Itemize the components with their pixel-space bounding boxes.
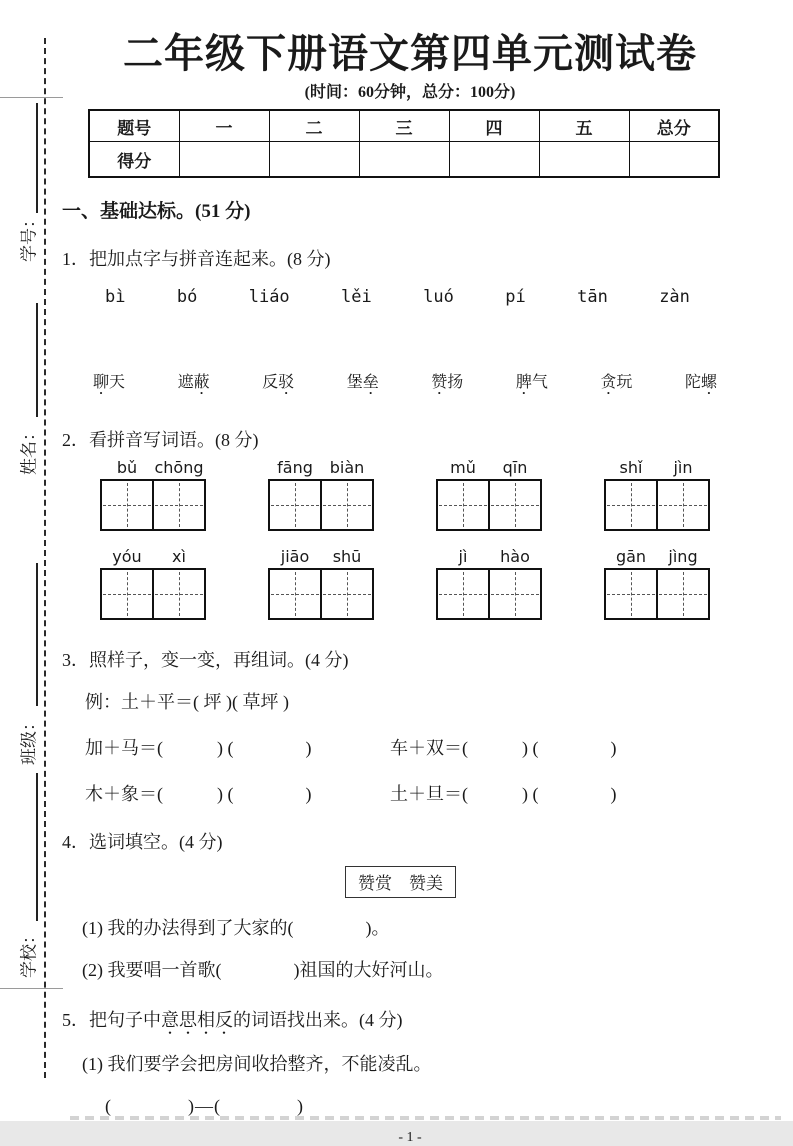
- grid-pinyin-pair: [269, 458, 373, 477]
- score-table-column-header: 四: [449, 110, 539, 142]
- pinyin-syllable: shǐ: [619, 458, 643, 477]
- score-blank-cell: [179, 142, 269, 178]
- tianzige-grid: [436, 479, 542, 531]
- question-2-heading: 2．看拼音写词语。(8 分): [62, 430, 259, 450]
- pinyin-syllable: zàn: [659, 287, 690, 307]
- section-1-heading: 一、基础达标。(51 分): [62, 201, 251, 222]
- student-id-label: 学号：: [19, 211, 39, 262]
- writing-grid-group: [604, 547, 710, 620]
- pinyin-syllable: hào: [500, 547, 530, 566]
- score-row-label: 得分: [89, 142, 179, 178]
- pinyin-syllable: bó: [176, 287, 198, 307]
- pinyin-syllable: fāng: [277, 458, 313, 477]
- dotted-word: [685, 369, 717, 392]
- grid-pinyin-pair: [101, 458, 205, 477]
- score-table-score-row: [89, 142, 719, 178]
- main-content: [60, 0, 760, 1146]
- writing-grid-group: [268, 547, 374, 620]
- tianzige-grid: [268, 568, 374, 620]
- tianzige-cell: [438, 481, 488, 529]
- school-label: 学校：: [19, 927, 39, 978]
- tianzige-grid: [604, 479, 710, 531]
- dotted-character: 相: [197, 1010, 215, 1030]
- grid-pinyin-pair: [101, 547, 205, 566]
- pinyin-syllable: shū: [332, 547, 362, 566]
- pinyin-syllable: jìn: [673, 458, 693, 477]
- character: 气: [531, 374, 548, 391]
- tianzige-grid: [100, 479, 206, 531]
- score-table-column-header: 总分: [629, 110, 719, 142]
- pinyin-syllable: luó: [423, 287, 454, 307]
- writing-grid-group: [436, 547, 542, 620]
- writing-grid-group: [436, 458, 542, 531]
- student-name-label: 姓名：: [19, 424, 39, 475]
- tianzige-cell: [438, 570, 488, 618]
- pinyin-syllable: bǔ: [116, 458, 138, 477]
- tianzige-cell: [320, 570, 372, 618]
- page-title: 二年级下册语文第四单元测试卷: [123, 31, 697, 76]
- question-4-word-bank: 赞赏 赞美: [345, 866, 456, 898]
- writing-grid-group: [604, 458, 710, 531]
- question-3-item: 木＋象＝( ) ( ): [85, 784, 312, 804]
- tianzige-cell: [656, 570, 708, 618]
- tianzige-grid: [100, 568, 206, 620]
- dotted-word: [600, 369, 632, 392]
- pinyin-syllable: liáo: [248, 287, 290, 307]
- character: 堡: [346, 374, 363, 391]
- dotted-character: 螺: [700, 374, 717, 391]
- tianzige-cell: [102, 570, 152, 618]
- dotted-character: 思: [179, 1010, 197, 1030]
- dotted-word: [431, 369, 463, 392]
- pinyin-syllable: yóu: [112, 547, 142, 566]
- pinyin-syllable: xì: [172, 547, 186, 566]
- question-4-item-2: (2) 我要唱一首歌( )祖国的大好河山。: [82, 960, 444, 980]
- school-write-line: [36, 773, 38, 921]
- tianzige-grid: [268, 479, 374, 531]
- dotted-character: 垒: [362, 374, 379, 391]
- question-3-item: 车＋双＝( ) ( ): [390, 738, 617, 758]
- writing-grid-row: [100, 547, 710, 620]
- character: 反: [262, 374, 279, 391]
- question-3-example: 例：土＋平＝( 坪 )( 草坪 ): [85, 692, 289, 712]
- dotted-character: 驳: [278, 374, 295, 391]
- heading-text: 的词语找出来。(4 分): [233, 1010, 403, 1030]
- score-table-column-header: 三: [359, 110, 449, 142]
- class-label: 班级：: [19, 714, 39, 765]
- question-5-item-1: (1) 我们要学会把房间收拾整齐，不能凌乱。: [82, 1054, 432, 1074]
- dotted-word: [262, 369, 294, 392]
- student-id-write-line: [36, 103, 38, 213]
- character: 扬: [447, 374, 464, 391]
- tianzige-cell: [270, 570, 320, 618]
- character: 天: [109, 374, 126, 391]
- score-table-column-header: 一: [179, 110, 269, 142]
- question-3-item: 土＋旦＝( ) ( ): [390, 784, 617, 804]
- question-3-item: 加＋马＝( ) ( ): [85, 738, 312, 758]
- grid-pinyin-pair: [437, 547, 541, 566]
- pinyin-syllable: bì: [105, 287, 126, 307]
- tianzige-cell: [606, 481, 656, 529]
- character: 遮: [177, 374, 194, 391]
- tianzige-cell: [606, 570, 656, 618]
- character: 陀: [684, 374, 701, 391]
- fold-mark-top: [0, 97, 63, 98]
- score-blank-cell: [539, 142, 629, 178]
- pinyin-syllable: lěi: [341, 287, 372, 307]
- writing-grid-row: [100, 458, 710, 531]
- question-1-words-row: [93, 369, 717, 392]
- binding-dashed-line: [44, 38, 46, 1078]
- tianzige-grid: [436, 568, 542, 620]
- heading-text: 5．把句子中: [62, 1010, 161, 1030]
- question-3-row: [85, 780, 760, 806]
- pinyin-syllable: jìng: [668, 547, 698, 566]
- question-2-grid-area: [60, 458, 760, 620]
- dotted-word: [93, 369, 125, 392]
- score-blank-cell: [449, 142, 539, 178]
- pinyin-syllable: tān: [577, 287, 608, 307]
- pinyin-syllable: jì: [458, 547, 468, 566]
- question-1-heading: 1．把加点字与拼音连起来。(8 分): [62, 249, 331, 269]
- score-blank-cell: [629, 142, 719, 178]
- dotted-character: 蔽: [193, 374, 210, 391]
- pinyin-syllable: pí: [505, 287, 526, 307]
- class-write-line: [36, 563, 38, 706]
- tianzige-cell: [270, 481, 320, 529]
- next-page-text-fragment: [70, 1116, 781, 1120]
- dotted-word: [178, 369, 210, 392]
- tianzige-cell: [488, 481, 540, 529]
- writing-grid-group: [268, 458, 374, 531]
- tianzige-cell: [488, 570, 540, 618]
- question-5-heading: [62, 1006, 760, 1032]
- pinyin-syllable: chōng: [154, 458, 204, 477]
- pinyin-syllable: mǔ: [450, 458, 476, 477]
- writing-grid-group: [100, 547, 206, 620]
- dotted-character: 反: [215, 1010, 233, 1030]
- dotted-word: [347, 369, 379, 392]
- dotted-character: 贪: [600, 374, 617, 391]
- grid-pinyin-pair: [269, 547, 373, 566]
- question-3-row: [85, 734, 760, 760]
- pinyin-syllable: jiāo: [280, 547, 310, 566]
- tianzige-cell: [102, 481, 152, 529]
- pinyin-syllable: qīn: [502, 458, 528, 477]
- dotted-character: 赞: [431, 374, 448, 391]
- score-table-column-header: 二: [269, 110, 359, 142]
- pinyin-syllable: biàn: [329, 458, 365, 477]
- writing-grid-group: [100, 458, 206, 531]
- tianzige-cell: [152, 570, 204, 618]
- question-3-heading: 3．照样子，变一变，再组词。(4 分): [62, 650, 349, 670]
- dotted-character: 聊: [93, 374, 110, 391]
- question-5-answer-line: ( )—( ): [105, 1096, 304, 1116]
- dotted-character: 脾: [515, 374, 532, 391]
- score-table-header-row: [89, 110, 719, 142]
- page-subtitle: (时间：60分钟，总分：100分): [304, 84, 516, 101]
- score-blank-cell: [269, 142, 359, 178]
- grid-pinyin-pair: [437, 458, 541, 477]
- question-4-item-1: (1) 我的办法得到了大家的( )。: [82, 918, 390, 938]
- tianzige-grid: [604, 568, 710, 620]
- tianzige-cell: [656, 481, 708, 529]
- fold-mark-bottom: [0, 988, 63, 989]
- score-table-corner-label: 题号: [89, 110, 179, 142]
- grid-pinyin-pair: [605, 458, 709, 477]
- score-table-column-header: 五: [539, 110, 629, 142]
- pinyin-syllable: gān: [615, 547, 647, 566]
- student-name-write-line: [36, 303, 38, 417]
- question-1-pinyin-row: [105, 287, 690, 307]
- tianzige-cell: [320, 481, 372, 529]
- question-4-heading: 4．选词填空。(4 分): [62, 832, 223, 852]
- dotted-word: [516, 369, 548, 392]
- grid-pinyin-pair: [605, 547, 709, 566]
- score-blank-cell: [359, 142, 449, 178]
- dotted-character: 意: [161, 1010, 179, 1030]
- score-table: [88, 109, 720, 178]
- page-number: - 1 -: [398, 1130, 422, 1145]
- character: 玩: [616, 374, 633, 391]
- tianzige-cell: [152, 481, 204, 529]
